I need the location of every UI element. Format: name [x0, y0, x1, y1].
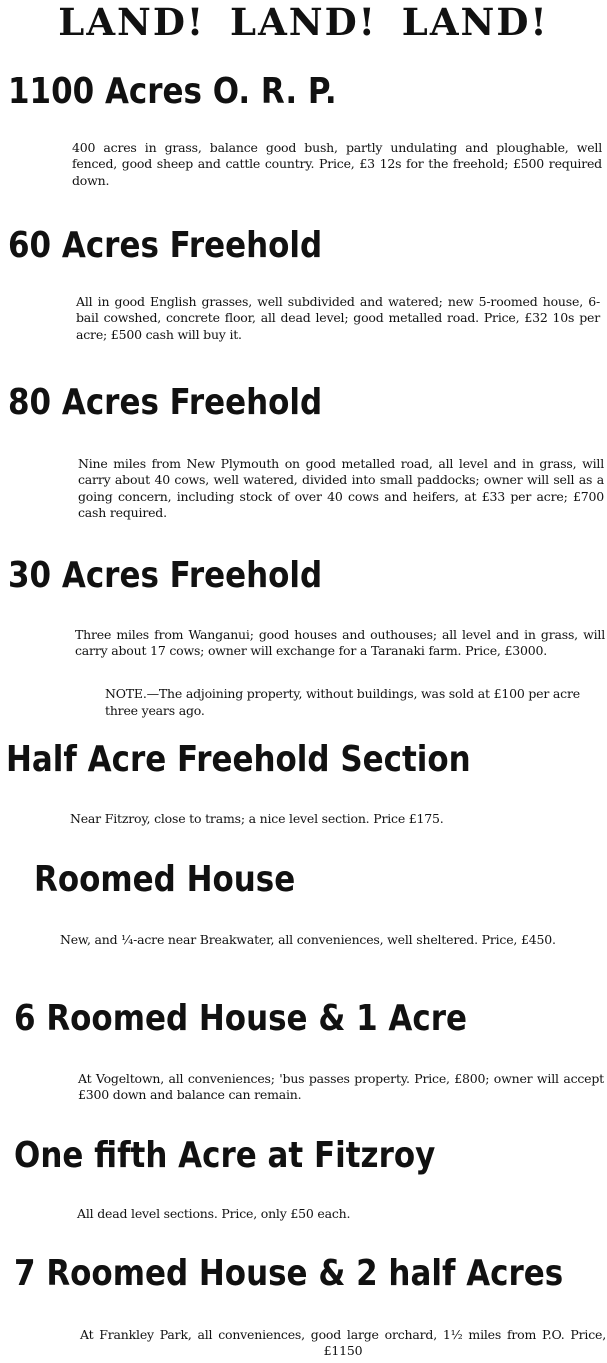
listing-heading: One fifth Acre at Fitzroy — [14, 1135, 436, 1176]
listing-text: New, and ¼-acre near Breakwater, all conveniences, well sheltered. Price, £450. — [60, 932, 556, 947]
listing-text: At Frankley Park, all conveniences, good large orchard, 1½ miles from P.O. Price, £1150 — [80, 1327, 606, 1359]
listing-text: Nine miles from New Plymouth on good metalled road, all level and in grass, will carry about 40 cows, well watered, divided into small paddocks; owner will sell as a going concern, including stock of over 40 cows and heifers, at £33 per acre; £700 cash required. — [78, 456, 604, 520]
listing-heading: 1100 Acres O. R. P. — [8, 71, 337, 112]
listing-text: Three miles from Wanganui; good houses and outhouses; all level and in grass, will carry about 17 cows; owner will exchange for a Taranaki farm. Price, £3000. — [75, 627, 605, 659]
listing-heading: 60 Acres Freehold — [8, 225, 323, 266]
listing-heading: 6 Roomed House & 1 Acre — [14, 998, 468, 1039]
listing-heading: Roomed House — [34, 859, 296, 900]
listing-heading: 80 Acres Freehold — [8, 382, 323, 423]
listing-text: All in good English grasses, well subdivided and watered; new 5-roomed house, 6-bail cowshed, concrete floor, all dead level; good metalled road. Price, £32 10s per acre; £500 cash will buy it. — [76, 294, 600, 342]
listing-text: 400 acres in grass, balance good bush, partly undulating and ploughable, well fenced, good sheep and cattle country. Price, £3 12s for the freehold; £500 required down. — [72, 140, 602, 188]
listing-text: All dead level sections. Price, only £50 each. — [77, 1206, 351, 1221]
listing-note: NOTE.—The adjoining property, without buildings, was sold at £100 per acre three years ago. — [105, 686, 580, 718]
banner-title: LAND! LAND! LAND! — [58, 0, 549, 44]
listing-heading: 30 Acres Freehold — [8, 555, 323, 596]
listing-text: At Vogeltown, all conveniences; 'bus passes property. Price, £800; owner will accept £300 down and balance can remain. — [78, 1071, 604, 1103]
listing-heading: Half Acre Freehold Section — [6, 739, 471, 780]
listing-text: Near Fitzroy, close to trams; a nice level section. Price £175. — [70, 811, 444, 826]
listing-heading: 7 Roomed House & 2 half Acres — [14, 1253, 564, 1294]
